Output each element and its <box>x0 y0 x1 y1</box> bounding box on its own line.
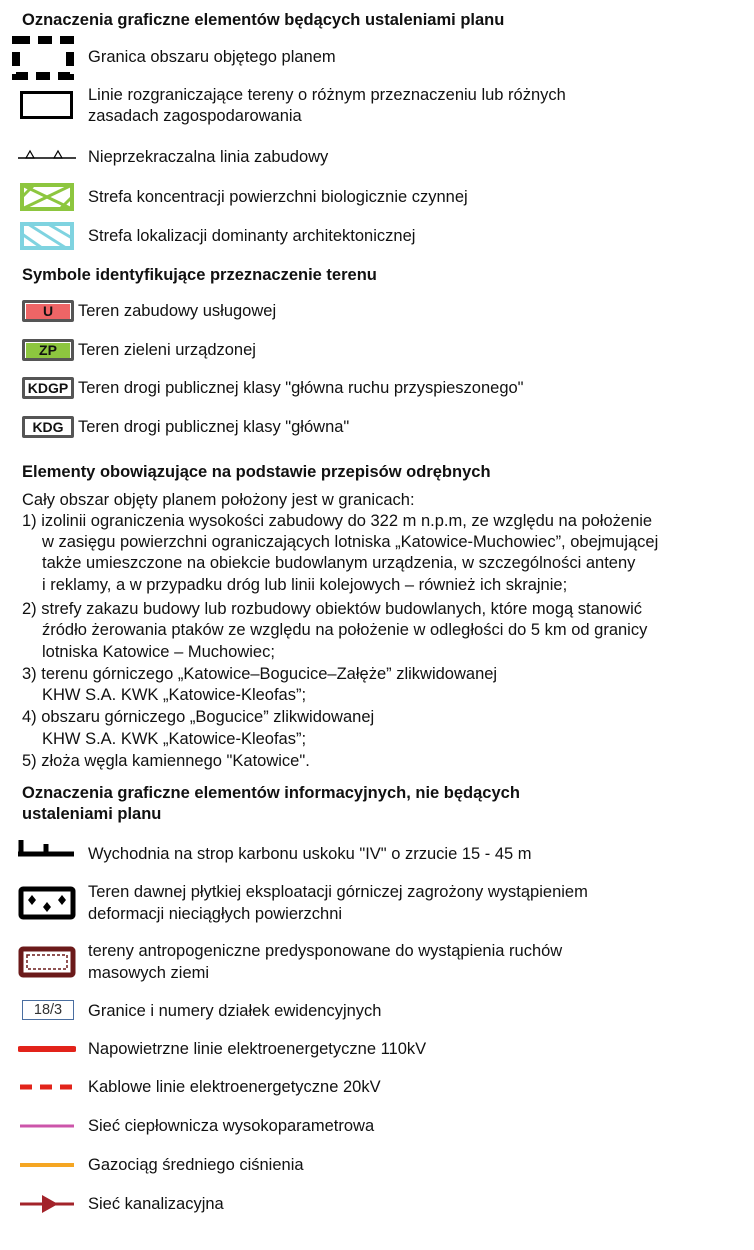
regulation-line: lotniska Katowice – Muchowiec; <box>42 643 275 661</box>
parcel-number-symbol: 18/3 <box>22 1000 74 1020</box>
legend-label: Linie rozgraniczające tereny o różnym przeznaczeniu lub różnych <box>88 86 566 104</box>
legend-label: Sieć ciepłownicza wysokoparametrowa <box>88 1117 375 1135</box>
section-heading-plan-elements: Oznaczenia graficzne elementów będących ustaleniami planu <box>22 11 505 29</box>
plan-boundary-symbol <box>10 34 76 82</box>
legend-label: zasadach zagospodarowania <box>88 107 302 125</box>
land-use-badge-u <box>22 300 74 322</box>
shallow-mining-area-symbol <box>18 886 76 920</box>
regulation-line: 3) terenu górniczego „Katowice–Bogucice–Załęże” zlikwidowanej <box>22 665 498 683</box>
legend-label: Teren drogi publicznej klasy "główna" <box>78 418 350 436</box>
demarcation-line-symbol <box>20 91 73 119</box>
land-use-badge-zp <box>22 339 74 361</box>
sewer-network-symbol <box>18 1192 76 1216</box>
anthropogenic-area-symbol <box>18 946 76 978</box>
regulation-line: Cały obszar objęty planem położony jest w granicach: <box>22 491 415 509</box>
heating-network-symbol <box>18 1119 76 1133</box>
regulation-line: 5) złoża węgla kamiennego "Katowice". <box>22 752 310 770</box>
legend-label: Napowietrzne linie elektroenergetyczne 110kV <box>88 1040 427 1058</box>
legend-label: Strefa koncentracji powierzchni biologicznie czynnej <box>88 188 468 206</box>
legend-label: Teren drogi publicznej klasy "główna ruchu przyspieszonego" <box>78 379 524 397</box>
regulation-line: i reklamy, a w przypadku dróg lub linii kolejowych – również ich skrajnie; <box>42 576 568 594</box>
land-use-badge-kdg <box>22 416 74 438</box>
legend-label: Granice i numery działek ewidencyjnych <box>88 1002 382 1020</box>
bio-active-zone-symbol <box>20 183 74 211</box>
cable-power-line-symbol <box>18 1080 76 1094</box>
legend-label: Gazociąg średniego ciśnienia <box>88 1156 304 1174</box>
legend-label: Kablowe linie elektroenergetyczne 20kV <box>88 1078 381 1096</box>
badge-code: ZP <box>26 343 70 358</box>
badge-code: KDG <box>32 419 64 435</box>
land-use-badge-kdgp <box>22 377 74 399</box>
architectural-dominant-zone-symbol <box>20 222 74 250</box>
regulation-line: źródło żerowania ptaków ze względu na położenie w odległości do 5 km od granicy <box>42 621 648 639</box>
badge-code: KDGP <box>27 380 69 396</box>
badge-code: U <box>26 304 70 319</box>
regulation-line: 1) izolinii ograniczenia wysokości zabudowy do 322 m n.p.m, ze względu na położenie <box>22 512 653 530</box>
fault-outcrop-symbol <box>18 838 76 860</box>
section-heading-separate-regulations: Elementy obowiązujące na podstawie przepisów odrębnych <box>22 463 491 481</box>
legend-label: Teren zieleni urządzonej <box>78 341 256 359</box>
gas-pipeline-symbol <box>18 1158 76 1172</box>
regulation-line: także umieszczone na obiekcie budowlanym urządzenia, w szczególności anteny <box>42 554 636 572</box>
legend-label: masowych ziemi <box>88 964 210 982</box>
legend-label: Strefa lokalizacji dominanty architektonicznej <box>88 227 416 245</box>
overhead-power-line-symbol <box>18 1042 76 1056</box>
regulation-line: KHW S.A. KWK „Katowice-Kleofas”; <box>42 686 307 704</box>
section-heading-informational-2: ustaleniami planu <box>22 805 162 823</box>
legend-label: Nieprzekraczalna linia zabudowy <box>88 148 329 166</box>
legend-label: Granica obszaru objętego planem <box>88 48 336 66</box>
regulation-line: w zasięgu powierzchni ograniczających lotniska „Katowice-Muchowiec”, obejmującej <box>42 533 659 551</box>
regulation-line: 2) strefy zakazu budowy lub rozbudowy obiektów budowlanych, które mogą stanowić <box>22 600 642 618</box>
regulation-line: KHW S.A. KWK „Katowice-Kleofas”; <box>42 730 307 748</box>
legend-label: Teren dawnej płytkiej eksploatacji górniczej zagrożony wystąpieniem <box>88 883 588 901</box>
legend-label: Wychodnia na strop karbonu uskoku "IV" o zrzucie 15 - 45 m <box>88 845 532 863</box>
regulation-line: 4) obszaru górniczego „Bogucice” zlikwidowanej <box>22 708 375 726</box>
legend-label: deformacji nieciągłych powierzchni <box>88 905 343 923</box>
legend-label: tereny antropogeniczne predysponowane do wystąpienia ruchów <box>88 942 563 960</box>
legend-label: Sieć kanalizacyjna <box>88 1195 224 1213</box>
section-heading-informational: Oznaczenia graficzne elementów informacyjnych, nie będących <box>22 784 520 802</box>
legend-label: Teren zabudowy usługowej <box>78 302 277 320</box>
building-line-symbol <box>18 146 76 162</box>
section-heading-land-use: Symbole identyfikujące przeznaczenie terenu <box>22 266 377 284</box>
